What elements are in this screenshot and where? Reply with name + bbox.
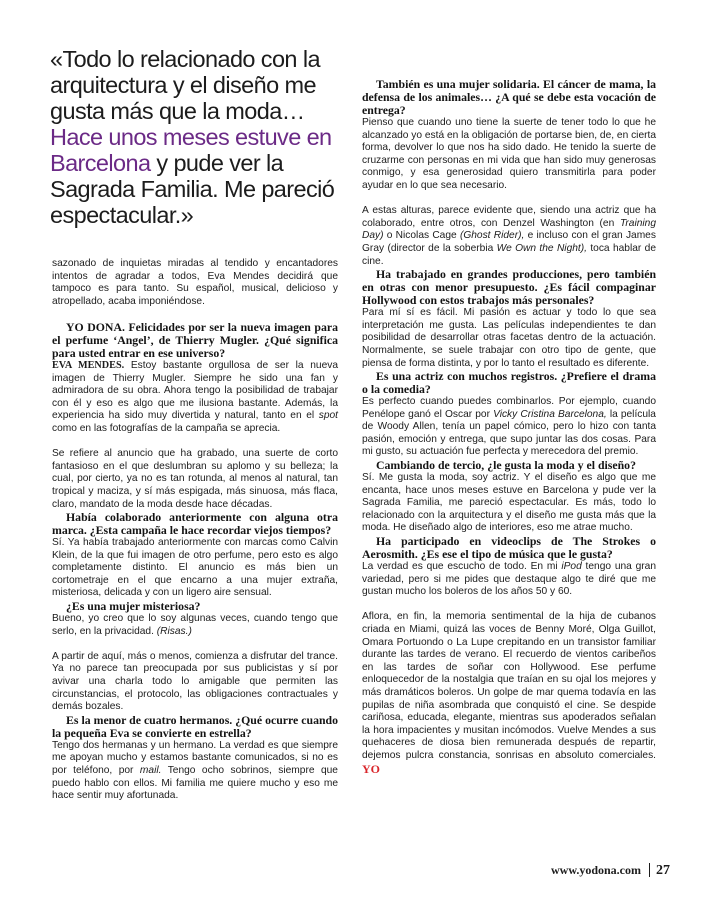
answer-4: Tengo dos hermanas y un hermano. La verdad es que siempre me apoyan mucho y estamos bastante comunicados, si no es por teléfono, por mail. Tengo ocho sobrinos, siempre que puedo hablo con ellos. Mi familia me quiere mucho y eso me hace sentir muy afortunada. <box>52 739 338 802</box>
answer-1: EVA MENDES. Estoy bastante orgullosa de ser la nueva imagen de Thierry Mugler. Siempre he sido una fan y admiradora de su obra. Ahora tengo la posibilidad de trabajar con él y eso es algo que me ilusiona bastante. Además, la experiencia ha sido muy divertida y natural, tanto en el spot como en las fotografías de la campaña se aprecia. <box>52 359 339 434</box>
closing-paragraph: Aflora, en fin, la memoria sentimental de la hija de cubanos criada en Miami, quizá las voces de Benny Moré, Olga Guillot, Omara Portuondo o La Lupe crepitando en un transistor familiar durante las tardes de verano. El recuerdo de vientos caribeños en las tardes de soñar con Hollywood. Ese perfume enloquecedor de la nostalgia que traían en su ojal los mejores y más dramáticos boleros. Un golpe de mar quema todavía en las pupilas de niña asombrada que conquistó el cine. Se despide cariñosa, educada, elegante, mientras sus apoderados señalan la hora impacientes y musitan incómodos. Vuelve Mendes a sus quehaceres de diosa bien remunerada después de repartir, dejemos pulcra constancia, sonrisas en absoluto comerciales. YO <box>362 611 656 776</box>
footer-url[interactable]: www.yodona.com <box>550 863 641 877</box>
page-number: 27 <box>656 863 670 878</box>
left-column <box>52 258 338 803</box>
pull-quote-part-1: «Todo lo relacionado con la arquitectura y el diseño me gusta más que la moda… <box>50 46 320 124</box>
question-5: También es una mujer solidaria. El cáncer de mama, la defensa de los animales… ¿A qué se debe esta vocación de entrega? <box>362 77 656 117</box>
question-1: YO DONA. Felicidades por ser la nueva imagen para el perfume ‘Angel’, de Thierry Mugler. ¿Qué significa para usted entrar en ese universo? <box>52 319 338 360</box>
question-4: Es la menor de cuatro hermanos. ¿Qué ocurre cuando la pequeña Eva se convierte en estrella? <box>52 712 338 740</box>
page-footer <box>551 863 670 879</box>
intro-paragraph: sazonado de inquietas miradas al tendido y encantadores intentos de agradar a todos, Eva Mendes decidirá que tampoco es para tanto. Su español, musical, delicioso y atropellado, acaba imponiéndose. <box>52 258 338 307</box>
answer-5: Pienso que cuando uno tiene la suerte de tener todo lo que he alcanzado yo está en la obligación de portarse bien, de, en cierta forma, devolver lo que nos ha sido dado. He tenido la suerte de cruzarme con personas en mi vida que han sido muy generosas conmigo, y esa generosidad quiero transmitirla para poder ayudar en lo que sea necesario. <box>362 117 656 191</box>
answer-9: La verdad es que escucho de todo. En mi iPod tengo una gran variedad, pero si me pides que destaque algo te diré que me gustan mucho los boleros de los años 50 y 60. <box>362 561 656 598</box>
right-column <box>362 78 656 777</box>
question-6: Ha trabajado en grandes producciones, pero también en otras con menor presupuesto. ¿Es fácil compaginar Hollywood con estos trabajos más personales? <box>362 267 656 308</box>
answer-2: Sí. Ya había trabajado anteriormente con marcas como Calvin Klein, de la que fui imagen de otro perfume, pero esto es algo completamente distinto. El anuncio es más bien un cortometraje en el que encarno a una mujer extraña, misteriosa, delicada y con un ligero aire sensual. <box>52 537 338 599</box>
pull-quote-highlight: Hace unos meses estuve en Barcelona <box>50 124 332 176</box>
answer-6: Para mí sí es fácil. Mi pasión es actuar y todo lo que sea interpretación me gusta. Las películas independientes te dan posibilidad de desarrollar otras facetas dentro de la actuación. Normalmente, se suele trabajar con otro tipo de gente, que piensa de forma distinta, y por lo tanto el resultado es diferente. <box>362 307 656 369</box>
narrative-paragraph-4: A estas alturas, parece evidente que, siendo una actriz que ha colaborado, entre otros, con Denzel Washington (en Training Day) o Nicolas Cage (Ghost Rider), e incluso con el gran James Gray (director de la soberbia We Own the Night), toca hablar de cine. <box>362 205 657 267</box>
footer-divider <box>649 863 650 877</box>
answer-7: Es perfecto cuando puedes combinarlos. Por ejemplo, cuando Penélope ganó el Oscar por Vicky Cristina Barcelona, la película de Woody Allen, tenía un papel cómico, pero lo hizo con tanta pasión, emoción y entrega, que supo juntar las dos cosas. Para mi gusto, su actuación fue perfecta y merecedora del premio. <box>362 396 656 458</box>
question-2: Había colaborado anteriormente con alguna otra marca. ¿Esta campaña le hace recordar viejos tiempos? <box>52 510 338 538</box>
answer-8: Sí. Me gusta la moda, soy actriz. Y el diseño es algo que me encanta, hace unos meses estuve en Barcelona y pude ver la Sagrada Familia, me pareció espectacular. Es más, todo lo relacionado con la arquitectura y el diseño me gusta más que la moda. He diseñado algo de interiores, eso me atrae mucho. <box>362 472 656 534</box>
pull-quote-part-3: y pude ver la Sagrada Familia. Me pareció espectacular.» <box>50 150 335 228</box>
answer-speaker: EVA MENDES. <box>52 359 125 371</box>
pull-quote <box>50 46 350 228</box>
end-mark-logo: YO <box>362 761 380 776</box>
question-3: ¿Es una mujer misteriosa? <box>66 599 201 614</box>
question-7: Es una actriz con muchos registros. ¿Prefiere el drama o la comedia? <box>362 369 656 397</box>
question-9: Ha participado en videoclips de The Strokes o Aerosmith. ¿Es ese el tipo de música que le gusta? <box>362 534 656 562</box>
narrative-paragraph-2: Se refiere al anuncio que ha grabado, una suerte de corto fantasioso en el que deslumbran su aplomo y su belleza; la cual, por cierto, ya no es tan rotunda, al menos al natural, tan tropical y maciza, y sí más espigada, más sinuosa, más flaca, claro, mandato de la moda desde hace décadas. <box>52 448 338 510</box>
narrative-paragraph-3: A partir de aquí, más o menos, comienza a disfrutar del trance. Ya no parece tan preocupada por sus publicistas y sí por avivar una charla todo lo amigable que permiten las circunstancias, el protocolo, las obligaciones contractuales y demás bozales. <box>52 650 338 713</box>
answer-3: Bueno, yo creo que lo soy algunas veces, cuando tengo que serlo, en la privacidad. (Risas.) <box>52 613 338 637</box>
question-8: Cambiando de tercio, ¿le gusta la moda y el diseño? <box>376 458 636 473</box>
